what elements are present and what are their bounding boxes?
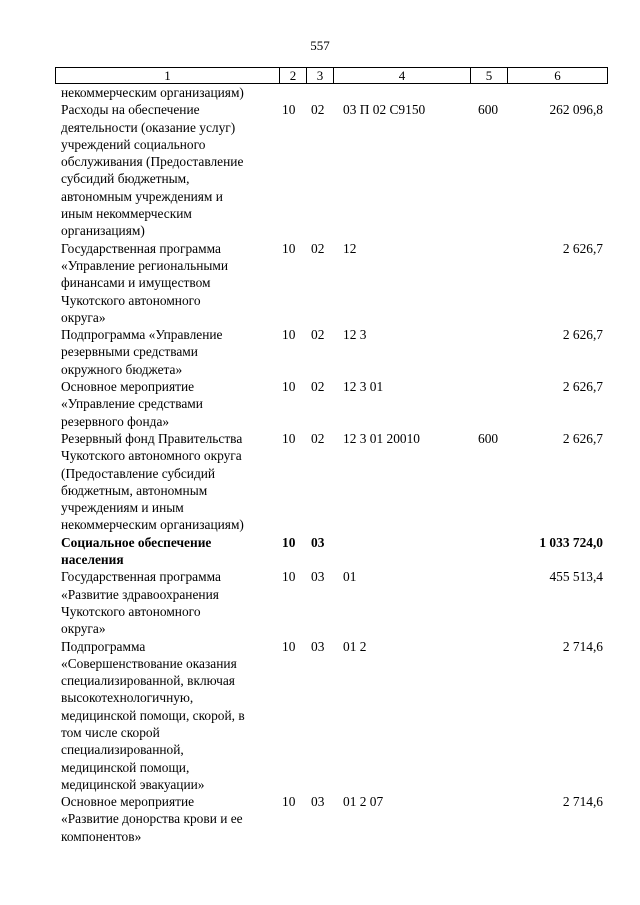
description-line: обслуживания (Предоставление <box>61 154 244 170</box>
row-description <box>61 638 279 794</box>
expense-type-code: 600 <box>478 430 499 446</box>
table-row <box>0 101 640 239</box>
target-article-code: 12 3 <box>343 327 367 343</box>
target-article-code: 12 3 01 <box>343 379 384 395</box>
description-line: некоммерческим организациям) <box>61 85 244 100</box>
row-description <box>61 326 279 378</box>
subsection-code: 02 <box>311 327 325 343</box>
description-line: некоммерческим организациям) <box>61 517 244 533</box>
subsection-code: 02 <box>311 379 325 395</box>
description-line: медицинской помощи, <box>61 759 190 775</box>
amount: 2 626,7 <box>562 430 603 446</box>
description-line: населения <box>61 552 124 568</box>
table-row <box>0 568 640 637</box>
description-line: (Предоставление субсидий <box>61 465 216 481</box>
row-description <box>61 793 279 845</box>
column-header-5: 5 <box>471 68 508 84</box>
subsection-code: 03 <box>311 638 325 654</box>
amount: 455 513,4 <box>549 569 603 585</box>
row-description <box>61 568 279 637</box>
description-line: «Управление региональными <box>61 257 229 273</box>
table-row <box>0 430 640 534</box>
section-code: 10 <box>282 794 296 810</box>
row-description <box>61 430 279 534</box>
description-line: Чукотского автономного <box>61 603 201 619</box>
description-line: Основное мероприятие <box>61 794 195 810</box>
description-line: субсидий бюджетным, <box>61 171 190 187</box>
section-code: 10 <box>282 240 296 256</box>
column-header-4: 4 <box>334 68 471 84</box>
section-code: 10 <box>282 534 296 550</box>
description-line: Социальное обеспечение <box>61 534 212 550</box>
section-code: 10 <box>282 638 296 654</box>
subsection-code: 03 <box>311 794 325 810</box>
description-line: бюджетным, автономным <box>61 482 208 498</box>
description-line: Основное мероприятие <box>61 379 195 395</box>
amount: 2 626,7 <box>562 379 603 395</box>
row-description <box>61 534 279 569</box>
row-description <box>61 378 279 430</box>
target-article-code: 01 <box>343 569 357 585</box>
amount: 2 714,6 <box>562 638 603 654</box>
description-line: Чукотского автономного <box>61 292 201 308</box>
table-row <box>0 793 640 845</box>
subsection-code: 03 <box>311 534 325 550</box>
description-line: специализированной, включая <box>61 673 235 689</box>
column-header-2: 2 <box>280 68 307 84</box>
table-row <box>0 378 640 430</box>
description-line: компонентов» <box>61 828 142 844</box>
section-code: 10 <box>282 327 296 343</box>
amount: 2 714,6 <box>562 794 603 810</box>
row-description <box>61 240 279 326</box>
subsection-code: 03 <box>311 569 325 585</box>
target-article-code: 01 2 07 <box>343 794 384 810</box>
description-line: специализированной, <box>61 742 184 758</box>
description-line: «Развитие здравоохранения <box>61 586 219 602</box>
row-description <box>61 101 279 239</box>
description-line: медицинской эвакуации» <box>61 776 205 792</box>
description-line: округа» <box>61 309 106 325</box>
table-row <box>0 240 640 326</box>
description-line: Резервный фонд Правительства <box>61 430 243 446</box>
description-line: медицинской помощи, скорой, в <box>61 707 245 723</box>
amount: 1 033 724,0 <box>539 534 603 550</box>
description-line: учреждений социального <box>61 136 206 152</box>
page-number: 557 <box>310 38 330 53</box>
subsection-code: 02 <box>311 240 325 256</box>
description-line: финансами и имуществом <box>61 275 211 291</box>
table-row <box>0 638 640 794</box>
description-line: иным некоммерческим <box>61 206 192 222</box>
subsection-code: 02 <box>311 430 325 446</box>
section-code: 10 <box>282 379 296 395</box>
column-header-table <box>55 67 608 84</box>
description-line: окружного бюджета» <box>61 361 183 377</box>
description-line: учреждениям и иным <box>61 500 184 516</box>
description-line: организациям) <box>61 223 145 239</box>
table-row <box>0 326 640 378</box>
description-line: Чукотского автономного округа <box>61 448 242 464</box>
column-header-row <box>56 68 608 84</box>
amount: 262 096,8 <box>549 102 603 118</box>
amount: 2 626,7 <box>562 327 603 343</box>
description-line: «Совершенствование оказания <box>61 655 237 671</box>
target-article-code: 12 3 01 20010 <box>343 430 420 446</box>
section-code: 10 <box>282 430 296 446</box>
target-article-code: 12 <box>343 240 357 256</box>
description-line: Подпрограмма <box>61 638 146 654</box>
description-line: деятельности (оказание услуг) <box>61 119 236 135</box>
target-article-code: 01 2 <box>343 638 367 654</box>
row-description <box>61 84 279 101</box>
budget-rows <box>0 84 640 845</box>
amount: 2 626,7 <box>562 240 603 256</box>
column-header-6: 6 <box>508 68 608 84</box>
table-row <box>0 84 640 101</box>
description-line: «Развитие донорства крови и ее <box>61 811 243 827</box>
expense-type-code: 600 <box>478 102 499 118</box>
description-line: Расходы на обеспечение <box>61 102 200 118</box>
description-line: округа» <box>61 621 106 637</box>
description-line: «Управление средствами <box>61 396 203 412</box>
description-line: том числе скорой <box>61 724 160 740</box>
description-line: Государственная программа <box>61 240 221 256</box>
column-header-1: 1 <box>56 68 280 84</box>
column-header-3: 3 <box>307 68 334 84</box>
description-line: автономным учреждениям и <box>61 188 223 204</box>
description-line: Подпрограмма «Управление <box>61 327 223 343</box>
description-line: резервного фонда» <box>61 413 170 429</box>
subsection-code: 02 <box>311 102 325 118</box>
target-article-code: 03 П 02 С9150 <box>343 102 426 118</box>
section-code: 10 <box>282 569 296 585</box>
description-line: резервными средствами <box>61 344 198 360</box>
table-row <box>0 534 640 569</box>
section-code: 10 <box>282 102 296 118</box>
description-line: высокотехнологичную, <box>61 690 194 706</box>
description-line: Государственная программа <box>61 569 221 585</box>
